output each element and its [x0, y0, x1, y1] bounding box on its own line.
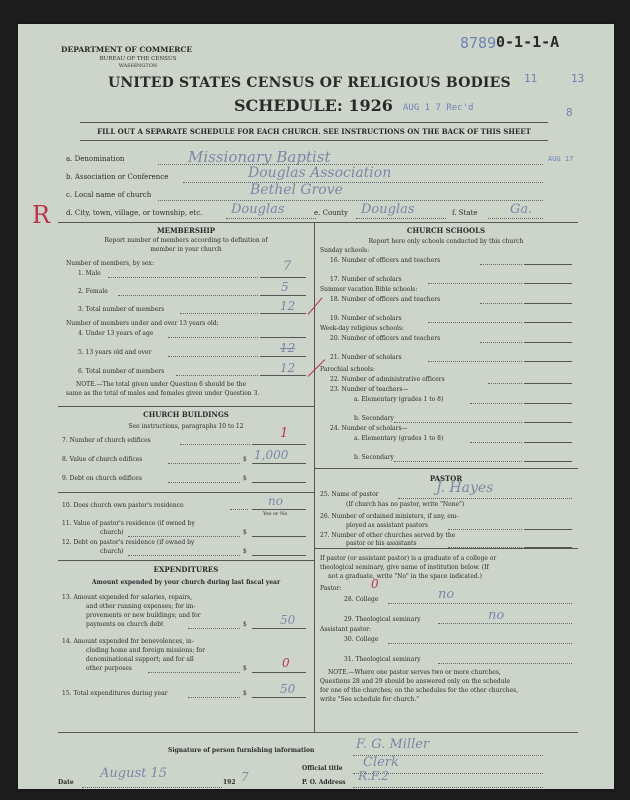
city-label: d. City, town, village, or township, etc. [66, 209, 203, 217]
check-mark [308, 297, 323, 314]
dollar-sign: $ [243, 690, 247, 697]
association-value: Douglas Association [248, 165, 392, 181]
q11-label-cont: church) [100, 529, 124, 536]
membership-note2: same as the total of males and females given under Question 3. [66, 390, 260, 397]
q29-label: 29. Theological seminary [344, 616, 421, 623]
q3-label: 3. Total number of members [78, 306, 165, 313]
q20-label: 20. Number of officers and teachers [330, 335, 441, 342]
q23a-label: a. Elementary (grades 1 to 8) [354, 396, 444, 403]
q24a-label: a. Elementary (grades 1 to 8) [354, 435, 444, 442]
dollar-sign: $ [243, 665, 247, 672]
department-label: DEPARTMENT OF COMMERCE [61, 45, 193, 54]
q31-label: 31. Theological seminary [344, 656, 421, 663]
q14-label: 14. Amount expended for benevolences, in- [62, 638, 194, 645]
q14-label-cont: denominational support; and for all [86, 656, 194, 663]
q15-label: 15. Total expenditures during year [62, 690, 168, 697]
q27-label: 27. Number of other churches served by the [320, 532, 456, 539]
form-title: UNITED STATES CENSUS OF RELIGIOUS BODIES [108, 75, 511, 91]
expenditures-sub: Amount expended by your church during last fiscal year [91, 579, 281, 586]
q9-label: 9. Debt on church edifices [62, 475, 142, 482]
instruction-line: FILL OUT A SEPARATE SCHEDULE FOR EACH CHURCH. SEE INSTRUCTIONS ON THE BACK OF THIS SHEET [97, 127, 531, 136]
q18-label: 18. Number of officers and teachers [330, 296, 441, 303]
education-note2: theological seminary, give name of institution below. (If [320, 564, 489, 571]
schools-heading: CHURCH SCHOOLS [406, 226, 486, 235]
ref-number-a: 11 [524, 72, 538, 85]
q14-label-cont: cluding home and foreign missions; for [86, 647, 205, 654]
q28-value: no [438, 587, 455, 602]
sunday-label: Sunday schools: [320, 247, 370, 254]
q5-value: 12 [280, 341, 296, 355]
age-heading: Number of members under and over 13 years old: [66, 320, 219, 327]
dollar-sign: $ [243, 621, 247, 628]
q3-value: 12 [280, 299, 296, 313]
ref-number-c: 8 [566, 106, 573, 119]
q7-value: 1 [280, 426, 289, 441]
ref-number-b: 13 [571, 72, 585, 85]
vacation-label: Summer vacation Bible schools: [320, 286, 418, 293]
official-title-label: Official title [302, 765, 343, 772]
q25-label: 25. Name of pastor [320, 491, 379, 498]
margin-mark: R [32, 201, 51, 229]
pastor-note2: Questions 28 and 29 should be answered only on the schedule [320, 678, 511, 685]
year-digit: 7 [241, 770, 249, 784]
membership-note1: NOTE.—The total given under Question 6 should be the [76, 381, 247, 388]
q23-label: 23. Number of teachers— [330, 386, 409, 393]
q25-value: J. Hayes [436, 480, 494, 496]
po-address-value: R.F.2 [358, 769, 389, 783]
q13-label-cont: payments on church debt [86, 621, 164, 628]
dollar-sign: $ [243, 475, 247, 482]
denomination-label: a. Denomination [66, 155, 125, 163]
buildings-heading: CHURCH BUILDINGS [143, 410, 229, 419]
census-form [18, 24, 614, 789]
expenditures-heading: EXPENDITURES [153, 565, 219, 574]
q14-value: 0 [282, 656, 290, 670]
q30-label: 30. College [344, 636, 379, 643]
dollar-sign: $ [243, 456, 247, 463]
q6-value: 12 [280, 361, 296, 375]
q13-value: 50 [280, 613, 296, 627]
parochial-label: Parochial schools: [320, 366, 375, 373]
signature-value: F. G. Miller [356, 737, 430, 752]
q8-label: 8. Value of church edifices [62, 456, 143, 463]
city-value: Douglas [231, 202, 285, 217]
q25-hint: (If church has no pastor, write "None") [346, 501, 465, 508]
pastor-note3: for one of the churches; on the schedules for the other churches, [320, 687, 519, 694]
po-address-label: P. O. Address [302, 779, 346, 786]
received-stamp: AUG 1 7 Rec'd [403, 103, 474, 113]
date-value: August 15 [100, 766, 168, 781]
q12-label: 12. Debt on pastor's residence (if owned by [62, 539, 195, 546]
corner-note: AUG 17 [548, 155, 574, 163]
q24b-label: b. Secondary [354, 454, 394, 461]
q8-value: 1,000 [254, 448, 289, 462]
membership-heading: MEMBERSHIP [156, 226, 216, 235]
denomination-value: Missionary Baptist [188, 148, 331, 166]
q2-value: 5 [281, 280, 289, 294]
q21-label: 21. Number of scholars [330, 354, 402, 361]
q27-label-cont: pastor or his assistants [346, 540, 417, 547]
q1-value: 7 [283, 259, 292, 274]
education-note3: not a graduate, write "No" in the space indicated.) [328, 573, 482, 580]
q13-label: 13. Amount expended for salaries, repairs, [62, 594, 193, 601]
pastor-mark: 0 [371, 577, 379, 591]
pastor-note4: write "See schedule for church." [320, 696, 420, 703]
membership-sub1: Report number of members according to definition of [104, 237, 268, 244]
city-label: WASHINGTON [118, 63, 158, 69]
q4-label: 4. Under 13 years of age [78, 330, 154, 337]
dollar-sign: $ [243, 548, 247, 555]
q15-value: 50 [280, 682, 296, 696]
q29-value: no [488, 608, 505, 623]
q16-label: 16. Number of officers and teachers [330, 257, 441, 264]
q13-label-cont: and other running expenses; for im- [86, 603, 196, 610]
q13-label-cont: provements or new buildings; and for [86, 612, 201, 619]
pastor-sub-label: Pastor: [320, 585, 342, 592]
q10-value: no [268, 494, 283, 508]
q22-label: 22. Number of administrative officers [330, 376, 445, 383]
q17-label: 17. Number of scholars [330, 276, 402, 283]
date-label: Date [58, 779, 74, 786]
membership-sub2: member in your church [150, 246, 222, 253]
code-suffix: 0-1-1-A [496, 33, 560, 51]
q2-label: 2. Female [78, 288, 108, 295]
q10-label: 10. Does church own pastor's residence [62, 502, 184, 509]
pastor-heading: PASTOR [429, 474, 463, 483]
local-name-value: Bethel Grove [250, 182, 343, 198]
year-prefix: 192 [223, 779, 236, 786]
schools-sub: Report here only schools conducted by this church [368, 238, 524, 245]
q28-label: 28. College [344, 596, 379, 603]
local-name-label: c. Local name of church [66, 191, 152, 199]
county-value: Douglas [361, 202, 415, 217]
assistant-pastor-label: Assistant pastor: [320, 626, 372, 633]
q10-hint: Yes or No [263, 511, 288, 517]
by-sex-label: Number of members, by sex: [66, 260, 154, 267]
q5-label: 5. 13 years old and over [78, 349, 152, 356]
state-value: Ga. [510, 202, 533, 217]
q1-label: 1. Male [78, 270, 101, 277]
pastor-note1: NOTE.—Where one pastor serves two or more churches, [328, 669, 501, 676]
q11-label: 11. Value of pastor's residence (if owned by [62, 520, 195, 527]
weekday-label: Week-day religious schools: [320, 325, 405, 332]
q7-label: 7. Number of church edifices [62, 437, 151, 444]
education-note1: If pastor (or assistant pastor) is a graduate of a college or [320, 555, 497, 562]
q12-label-cont: church) [100, 548, 124, 555]
q19-label: 19. Number of scholars [330, 315, 402, 322]
bureau-label: BUREAU OF THE CENSUS [99, 56, 177, 62]
official-title-value: Clerk [363, 755, 399, 770]
state-label: f. State [452, 209, 478, 217]
county-label: e. County [314, 209, 348, 217]
buildings-sub: See instructions, paragraphs 10 to 12 [128, 423, 244, 430]
q26-label: 26. Number of ordained ministers, if any, em- [320, 513, 459, 520]
q23b-label: b. Secondary [354, 415, 394, 422]
schedule-title: SCHEDULE: 1926 [234, 96, 393, 115]
q26-label-cont: ployed as assistant pastors [346, 522, 428, 529]
code-number: 8789 [460, 34, 497, 52]
q24-label: 24. Number of scholars— [330, 425, 408, 432]
association-label: b. Association or Conference [66, 173, 169, 181]
q6-label: 6. Total number of members [78, 368, 165, 375]
signature-label: Signature of person furnishing information [168, 747, 315, 754]
dollar-sign: $ [243, 529, 247, 536]
q14-label-cont: other purposes [86, 665, 132, 672]
